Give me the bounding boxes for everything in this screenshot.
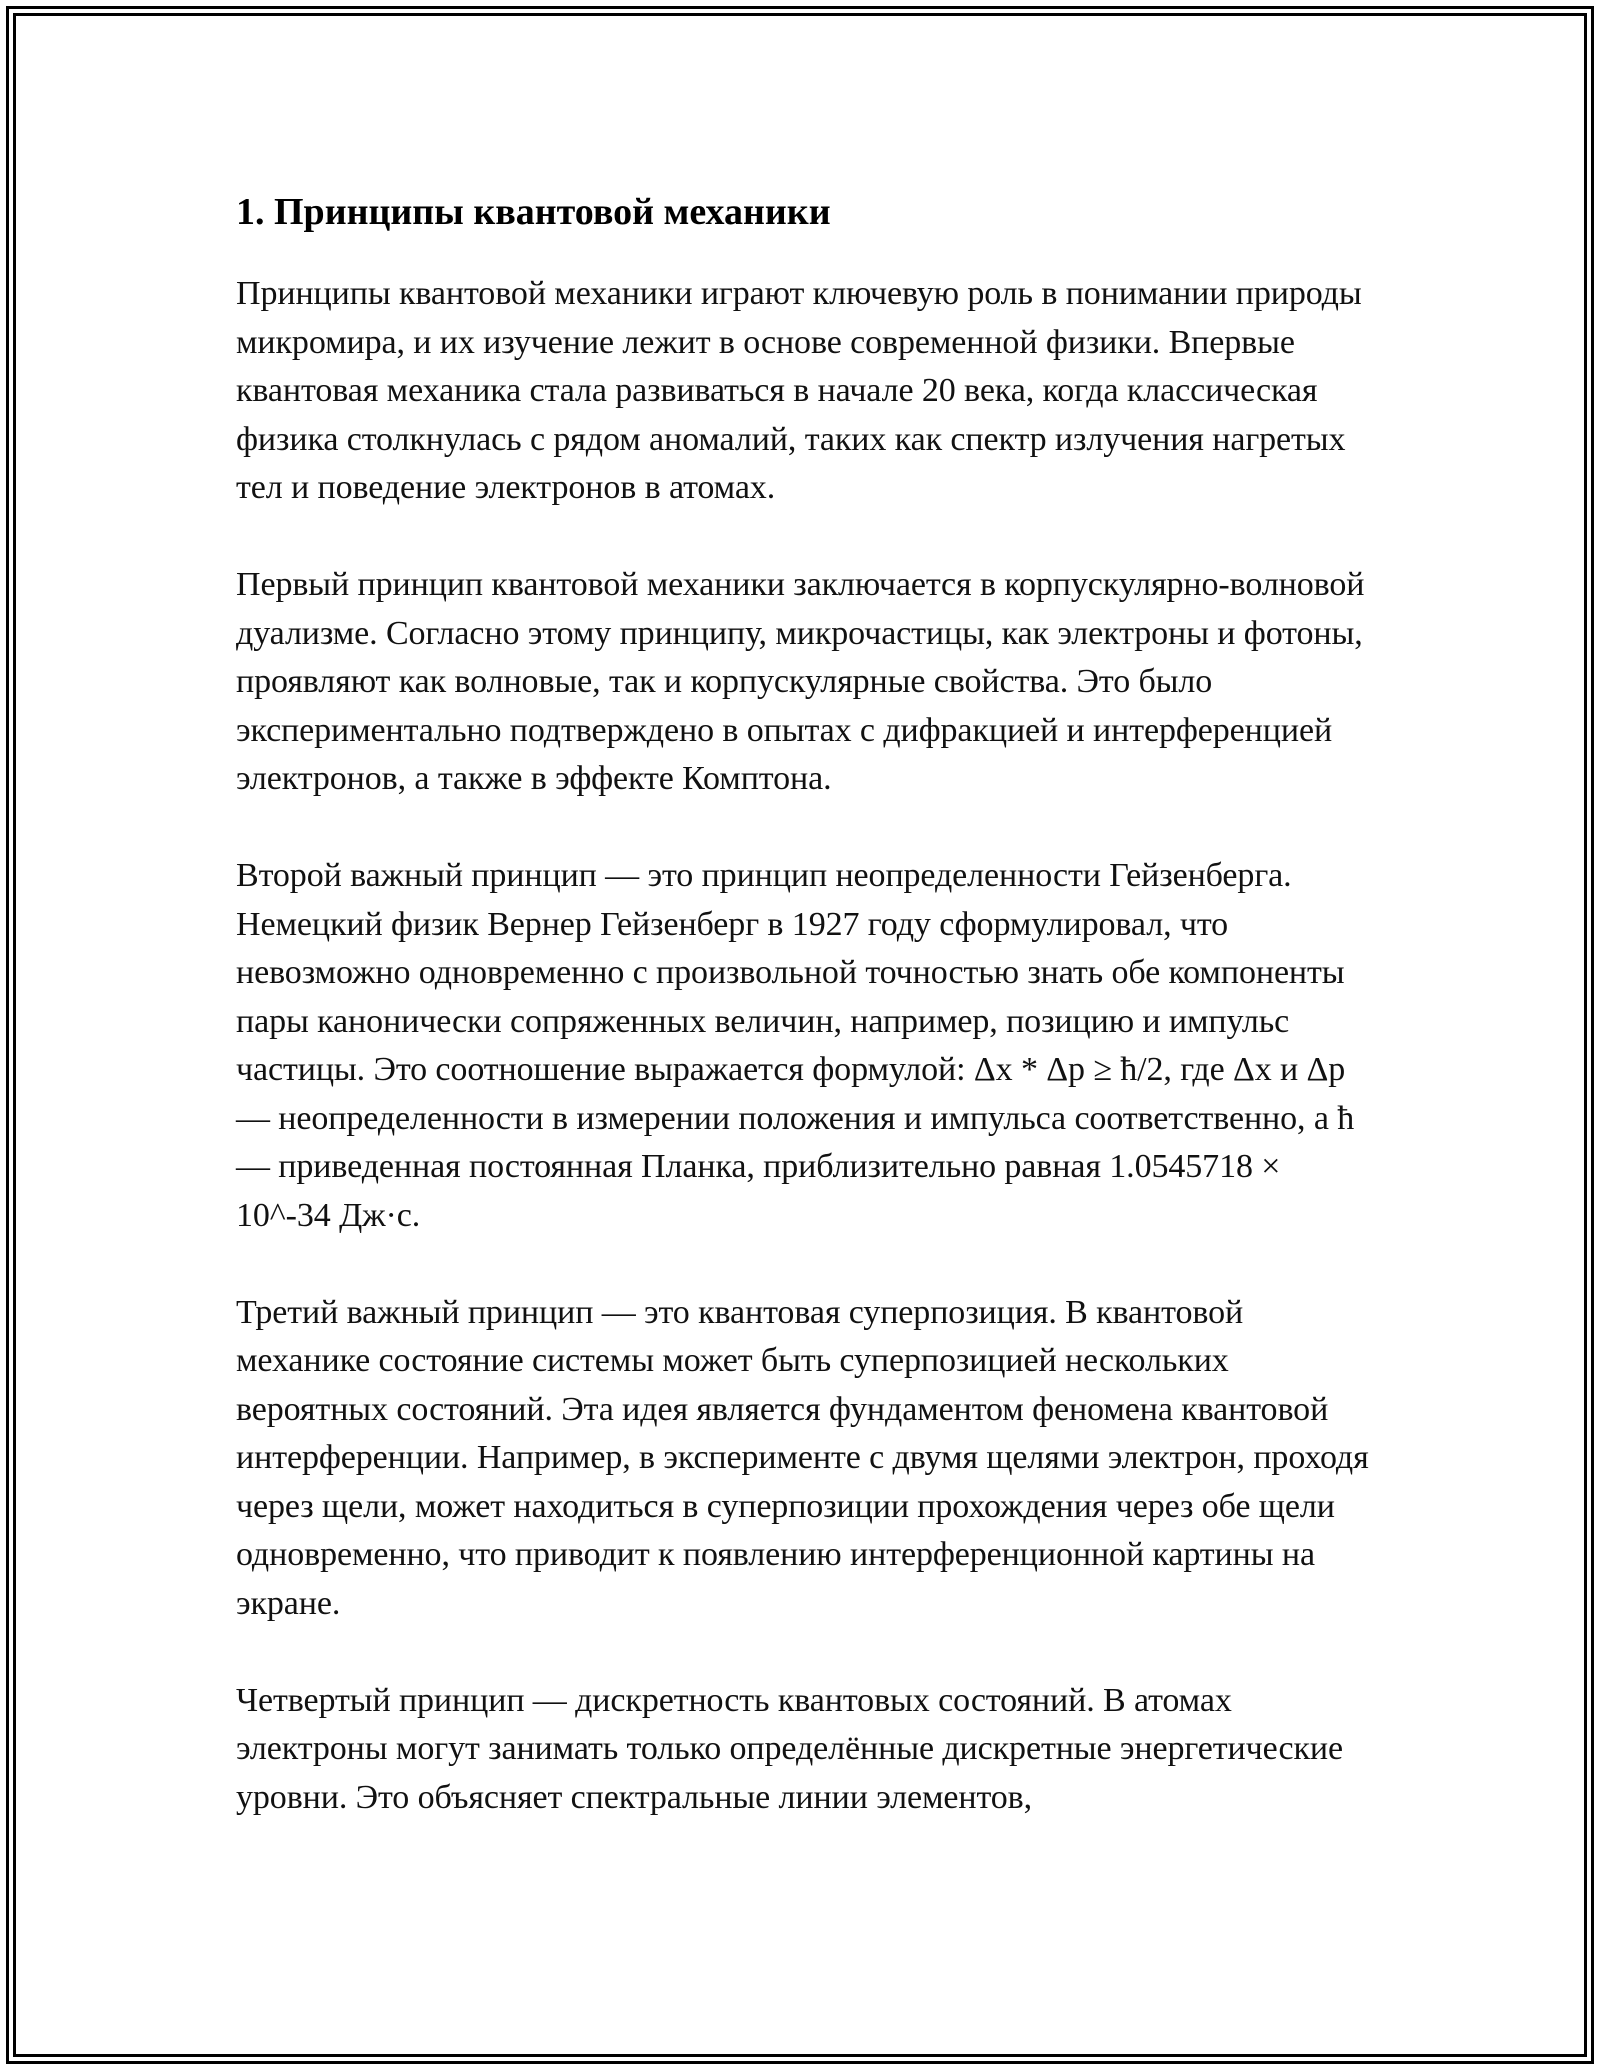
paragraph-intro: Принципы квантовой механики играют ключевую роль в понимании природы микромира, и их изучение лежит в основе современной физики. Впервые квантовая механика стала развиваться в начале 20 века, когда классическая физика столкнулась с рядом аномалий, таких как спектр излучения нагретых тел и поведение электронов в атомах. — [236, 275, 1362, 506]
paragraph-superposition: Третий важный принцип — это квантовая суперпозиция. В квантовой механике состояние системы может быть суперпозицией нескольких вероятных состояний. Эта идея является фундаментом феномена квантовой интерференции. Например, в эксперименте с двумя щелями электрон, проходя через щели, может находиться в суперпозиции прохождения через обе щели одновременно, что приводит к появлению интерференционной картины на экране. — [236, 1293, 1369, 1622]
paragraph-wave-particle-duality: Первый принцип квантовой механики заключается в корпускулярно-волновой дуализме. Согласно этому принципу, микрочастицы, как электроны и фотоны, проявляют как волновые, так и корпускулярные свойства. Это было экспериментально подтверждено в опытах с дифракцией и интерференцией электронов, а также в эффекте Комптона. — [236, 566, 1365, 797]
document-body — [236, 188, 1376, 1822]
section-heading: 1. Принципы квантовой механики — [236, 191, 831, 233]
paragraph-discreteness: Четвертый принцип — дискретность квантовых состояний. В атомах электроны могут занимать только определённые дискретные энергетические уровни. Это объясняет спектральные линии элементов, — [236, 1681, 1343, 1816]
paragraph-uncertainty-principle: Второй важный принцип — это принцип неопределенности Гейзенберга. Немецкий физик Вернер Гейзенберг в 1927 году сформулировал, что невозможно одновременно с произвольной точностью знать обе компоненты пары канонически сопряженных величин, например, позицию и импульс частицы. Это соотношение выражается формулой: Δx * Δp ≥ ħ/2, где Δx и Δp — неопределенности в измерении положения и импульса соответственно, а ħ — приведенная постоянная Планка, приблизительно равная 1.0545718 × 10^-34 Дж·с. — [236, 857, 1355, 1234]
